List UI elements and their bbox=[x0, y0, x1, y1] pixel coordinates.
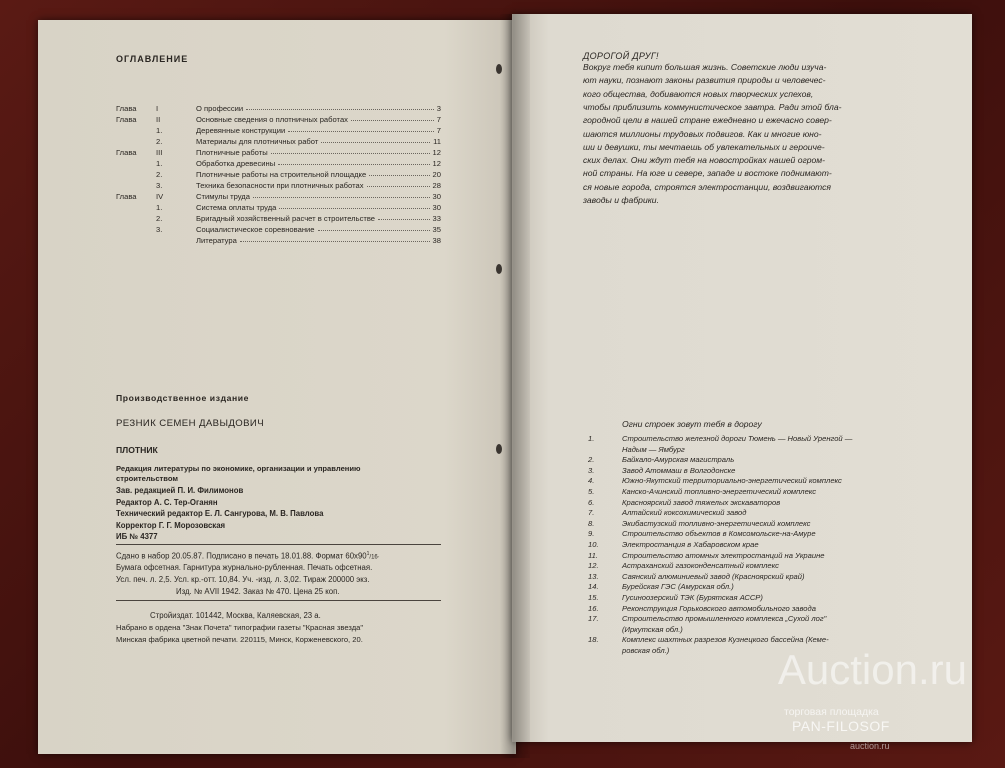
intro-line: чтобы приблизить коммунистическое завтра. Ради этой бла- bbox=[583, 101, 842, 112]
toc-page-number: 30 bbox=[432, 203, 441, 212]
toc-page-number: 12 bbox=[432, 148, 441, 157]
construction-list-item bbox=[588, 614, 826, 623]
toc-heading: ОГЛАВЛЕНИЕ bbox=[116, 54, 189, 64]
item-text: Гусиноозерский ТЭК (Бурятская АССР) bbox=[622, 593, 763, 602]
item-number: 10. bbox=[588, 540, 599, 549]
item-text: Бурейская ГЭС (Амурская обл.) bbox=[622, 582, 734, 592]
toc-chapter-label: Глава bbox=[116, 148, 137, 157]
construction-list-item bbox=[588, 476, 842, 485]
construction-list-item bbox=[588, 529, 816, 538]
binding-hole bbox=[496, 264, 502, 274]
toc-title: Материалы для плотничных работ bbox=[196, 137, 319, 146]
construction-list-item bbox=[588, 635, 829, 644]
print-line-1: Сдано в набор 20.05.87. Подписано в печать 18.01.88. Формат $60х90^1/16\cdot$ bbox=[116, 551, 380, 561]
toc-title: Система оплаты труда bbox=[196, 203, 277, 212]
toc-chapter-label: Глава bbox=[116, 192, 137, 201]
toc-title: Техника безопасности при плотничных работах bbox=[196, 181, 364, 190]
toc-page-number: 11 bbox=[433, 137, 441, 146]
toc-page-number: 35 bbox=[432, 225, 441, 234]
item-number: 11. bbox=[588, 550, 598, 560]
item-text: Надым — Ямбург bbox=[622, 444, 685, 454]
toc-page-number: 33 bbox=[432, 214, 441, 223]
toc-title: Бригадный хозяйственный расчет в строительстве bbox=[196, 214, 376, 223]
toc-leader-dots bbox=[367, 186, 430, 187]
item-number: 2. bbox=[588, 455, 595, 465]
construction-list-item bbox=[588, 582, 734, 591]
item-text: Южно-Якутский территориально-энергетический комплекс bbox=[622, 476, 842, 486]
item-text: ровская обл.) bbox=[622, 646, 670, 655]
toc-number: 2. bbox=[156, 214, 163, 223]
toc-row bbox=[116, 137, 441, 148]
toc-title: Плотничные работы на строительной площадке bbox=[196, 170, 367, 179]
toc-leader-dots bbox=[351, 120, 434, 121]
toc-number: II bbox=[156, 115, 161, 124]
toc-title: Обработка древесины bbox=[196, 159, 276, 168]
intro-line: городной цели в нашей стране ежедневно и ежечасно совер- bbox=[583, 115, 832, 126]
print-line-4: Изд. № АVII 1942. Заказ № 470. Цена 25 коп. bbox=[176, 587, 340, 596]
item-text: Саянский алюминиевый завод (Красноярский край) bbox=[622, 571, 805, 581]
intro-greeting: ДОРОГОЙ ДРУГ! bbox=[583, 51, 659, 61]
item-number: 13. bbox=[588, 571, 599, 581]
item-text: Красноярский завод тяжелых экскаваторов bbox=[622, 497, 781, 507]
watermark-domain: auction.ru bbox=[850, 741, 890, 751]
item-text: Строительство промышленного комплекса „Сухой лог" bbox=[622, 614, 827, 624]
item-number: 9. bbox=[588, 529, 595, 539]
toc-leader-dots bbox=[240, 241, 430, 242]
intro-line: ши и девушки, ты мечтаешь об увлекательных и героиче- bbox=[583, 141, 825, 152]
item-number: 8. bbox=[588, 518, 595, 528]
item-text: (Иркутская обл.) bbox=[622, 624, 683, 634]
toc-page-number: 12 bbox=[432, 159, 441, 168]
intro-line: кого общества, добиваются новых творческих успехов, bbox=[583, 88, 814, 99]
item-number: 7. bbox=[588, 508, 595, 518]
toc-number: 3. bbox=[156, 181, 163, 190]
editorial-line-1: Редакция литературы по экономике, организации и управлению bbox=[116, 464, 361, 473]
item-text: Строительство атомных электростанций на Украине bbox=[622, 550, 825, 560]
construction-list-item bbox=[588, 551, 825, 560]
toc-number: III bbox=[156, 148, 163, 157]
intro-line: ся новые города, строятся электростанции, воздвигаются bbox=[583, 181, 831, 192]
toc-title: Литература bbox=[196, 236, 237, 245]
toc-chapter-label: Глава bbox=[116, 115, 137, 124]
construction-list-item bbox=[588, 625, 683, 634]
watermark-brand: Auction.ru bbox=[777, 646, 967, 693]
toc-row bbox=[116, 203, 441, 214]
intro-line: ной страны. На юге и севере, западе и востоке поднимают- bbox=[583, 168, 832, 179]
toc-row bbox=[116, 159, 441, 170]
book-spine bbox=[500, 14, 530, 758]
item-text: Канско-Ачинский топливно-энергетический комплекс bbox=[622, 487, 817, 496]
toc-page-number: 30 bbox=[432, 192, 441, 201]
construction-list-item bbox=[588, 455, 734, 464]
item-number: 1. bbox=[588, 434, 595, 443]
toc-page-number: 28 bbox=[432, 181, 441, 190]
item-text: Строительство объектов в Комсомольске-на-Амуре bbox=[622, 529, 816, 539]
toc-page-number: 7 bbox=[436, 126, 441, 135]
toc-row bbox=[116, 192, 441, 203]
intro-line: заводы и фабрики. bbox=[583, 195, 659, 205]
item-text: Реконструкция Горьковского автомобильного завода bbox=[622, 603, 816, 613]
tech-editor: Технический редактор Е. Л. Сангурова, М. В. Павлова bbox=[116, 509, 324, 518]
toc-row bbox=[116, 214, 441, 225]
toc-leader-dots bbox=[279, 208, 430, 209]
toc-row bbox=[116, 104, 441, 115]
binding-hole bbox=[496, 64, 502, 74]
toc-number: 1. bbox=[156, 126, 163, 135]
item-text: Алтайский коксохимический завод bbox=[622, 508, 747, 518]
toc-row bbox=[116, 170, 441, 181]
construction-list-item bbox=[588, 519, 810, 528]
construction-list-item bbox=[588, 540, 759, 549]
toc-page-number: 3 bbox=[436, 104, 441, 113]
author-name: РЕЗНИК СЕМЕН ДАВЫДОВИЧ bbox=[116, 418, 265, 429]
intro-line: шаются миллионы трудовых подвигов. Как и многие юно- bbox=[583, 128, 822, 139]
watermark-tagline: торговая площадка bbox=[784, 706, 879, 718]
intro-line: Вокруг тебя кипит большая жизнь. Советские люди изуча- bbox=[583, 62, 827, 72]
printer-line: Минская фабрика цветной печати. 220115, Минск, Корженевского, 20. bbox=[116, 635, 363, 644]
intro-line: ют науки, познают законы развития природы и человечес- bbox=[583, 75, 826, 86]
toc-number: I bbox=[156, 104, 159, 113]
item-number: 15. bbox=[588, 593, 599, 602]
construction-list-title: Огни строек зовут тебя в дорогу bbox=[622, 419, 762, 429]
toc-number: 2. bbox=[156, 137, 163, 146]
construction-list-item bbox=[588, 487, 816, 496]
toc-leader-dots bbox=[288, 131, 434, 132]
item-text: Электростанция в Хабаровском крае bbox=[622, 540, 759, 549]
toc-row bbox=[116, 115, 441, 126]
item-number: 14. bbox=[588, 582, 599, 592]
publisher-line: Стройиздат. 101442, Москва, Каляевская, 23 а. bbox=[150, 611, 321, 620]
typesetter-line: Набрано в ордена "Знак Почета" типографии газеты "Красная звезда" bbox=[116, 623, 364, 632]
item-text: Астраханский газоконденсатный комплекс bbox=[622, 561, 779, 571]
toc-title: Социалистическое соревнование bbox=[196, 225, 315, 234]
toc-row bbox=[116, 126, 441, 137]
toc-leader-dots bbox=[253, 197, 430, 198]
construction-list-item bbox=[588, 572, 805, 581]
item-number: 4. bbox=[588, 476, 595, 486]
construction-list-item bbox=[588, 604, 816, 613]
toc-page-number: 38 bbox=[432, 236, 441, 245]
toc-title: Плотничные работы bbox=[196, 148, 268, 157]
toc-leader-dots bbox=[321, 142, 430, 143]
toc-leader-dots bbox=[271, 153, 430, 154]
construction-list-item bbox=[588, 646, 669, 655]
toc-title: Стимулы труда bbox=[196, 192, 250, 201]
item-number: 3. bbox=[588, 465, 595, 475]
toc-leader-dots bbox=[278, 164, 430, 165]
toc-number: 2. bbox=[156, 170, 163, 179]
item-text: Байкало-Амурская магистраль bbox=[622, 455, 735, 465]
toc-page-number: 20 bbox=[432, 170, 441, 179]
item-number: 18. bbox=[588, 635, 599, 645]
book-title: ПЛОТНИК bbox=[116, 445, 158, 455]
edition-type: Производственное издание bbox=[116, 393, 250, 403]
toc-number: 3. bbox=[156, 225, 163, 234]
toc-number: 1. bbox=[156, 159, 163, 168]
toc-leader-dots bbox=[369, 175, 430, 176]
toc-title: Основные сведения о плотничных работах bbox=[196, 115, 348, 124]
toc-number: 1. bbox=[156, 203, 163, 212]
intro-line: ских делах. Они ждут тебя на новостройках нашей огром- bbox=[583, 155, 826, 166]
construction-list-item bbox=[588, 466, 735, 475]
item-text: Комплекс шахтных разрезов Кузнецкого бассейна (Кеме- bbox=[622, 635, 829, 645]
watermark-seller: PAN-FILOSOF bbox=[792, 718, 890, 734]
construction-list-item bbox=[588, 498, 780, 507]
toc-leader-dots bbox=[378, 219, 430, 220]
construction-list-item bbox=[588, 434, 852, 443]
editorial-line-2: строительством bbox=[116, 474, 178, 483]
item-text: Экибастузский топливно-энергетический комплекс bbox=[622, 518, 811, 528]
toc-title: Деревянные конструкции bbox=[196, 126, 286, 135]
toc-number: IV bbox=[156, 192, 164, 201]
toc-leader-dots bbox=[318, 230, 430, 231]
item-number: 5. bbox=[588, 487, 595, 496]
head-editor: Зав. редакцией П. И. Филимонов bbox=[116, 486, 244, 495]
construction-list-item bbox=[588, 508, 746, 517]
item-text: Завод Атоммаш в Волгодонске bbox=[622, 465, 736, 475]
editor: Редактор А. С. Тер-Оганян bbox=[116, 498, 218, 507]
print-line-2: Бумага офсетная. Гарнитура журнально-рубленная. Печать офсетная. bbox=[116, 563, 373, 572]
toc-title: О профессии bbox=[196, 104, 244, 113]
construction-list-item bbox=[588, 561, 779, 570]
toc-chapter-label: Глава bbox=[116, 104, 137, 113]
item-number: 6. bbox=[588, 497, 595, 507]
binding-hole bbox=[496, 444, 502, 454]
construction-list-item bbox=[588, 593, 763, 602]
divider bbox=[116, 544, 441, 545]
divider bbox=[116, 600, 441, 601]
ib-number: ИБ № 4377 bbox=[116, 532, 158, 541]
item-text: Строительство железной дороги Тюмень — Новый Уренгой — bbox=[622, 434, 853, 443]
toc-page-number: 7 bbox=[436, 115, 441, 124]
toc-row bbox=[116, 148, 441, 159]
print-line-3: Усл. печ. л. 2,5. Усл. кр.-отт. 10,84. Уч. -изд. л. 3,02. Тираж 200000 экз. bbox=[116, 575, 370, 584]
toc-row bbox=[116, 181, 441, 192]
construction-list-item bbox=[588, 445, 685, 454]
item-number: 17. bbox=[588, 614, 599, 624]
corrector: Корректор Г. Г. Морозовская bbox=[116, 521, 226, 530]
toc-leader-dots bbox=[246, 109, 434, 110]
item-number: 16. bbox=[588, 603, 599, 613]
toc-row bbox=[116, 236, 441, 247]
item-number: 12. bbox=[588, 561, 599, 571]
toc-row bbox=[116, 225, 441, 236]
